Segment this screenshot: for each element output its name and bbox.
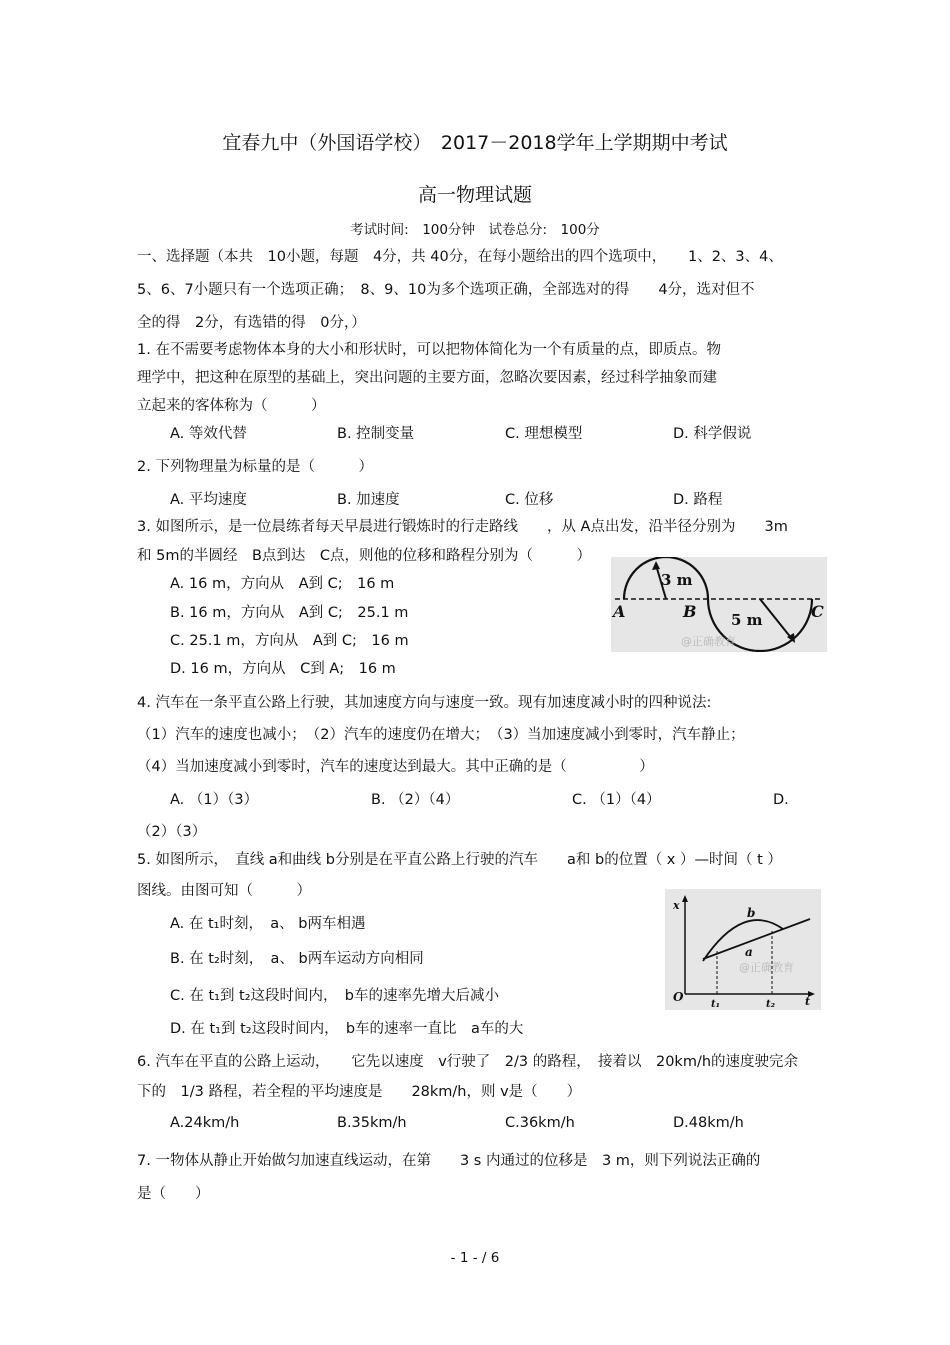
q3-option-d[interactable]: D. 16 m，方向从 C到 A; 16 m — [170, 661, 396, 677]
question-1-line: 理学中，把这种在原型的基础上，突出问题的主要方面，忽略次要因素，经过科学抽象而建 — [137, 370, 717, 386]
label-x: x — [673, 899, 680, 912]
arrowhead-small — [652, 561, 660, 570]
q1-option-d[interactable]: D. 科学假说 — [673, 426, 752, 442]
q4-option-a[interactable]: A. （1）（3） — [170, 792, 259, 808]
q4-option-b[interactable]: B. （2）（4） — [371, 792, 460, 808]
question-4-line: （4）当加速度减小到零时，汽车的速度达到最大。其中正确的是（ ） — [137, 759, 654, 775]
question-7-line: 是（ ） — [137, 1186, 210, 1202]
q5-option-a[interactable]: A. 在 t₁时刻， a、 b两车相遇 — [170, 916, 366, 932]
q5-option-d[interactable]: D. 在 t₁到 t₂这段时间内， b车的速率一直比 a车的大 — [170, 1021, 524, 1037]
q6-option-b[interactable]: B.35km/h — [337, 1115, 407, 1131]
q2-option-c[interactable]: C. 位移 — [505, 492, 554, 508]
q2-option-d[interactable]: D. 路程 — [673, 492, 723, 508]
q6-option-a[interactable]: A.24km/h — [170, 1115, 240, 1131]
q5-option-b[interactable]: B. 在 t₂时刻， a、 b两车运动方向相同 — [170, 951, 424, 967]
question-7-line: 7. 一物体从静止开始做匀加速直线运动，在第 3 s 内通过的位移是 3 m，则下列说法正确的 — [137, 1153, 761, 1169]
x-axis-arrow — [682, 895, 688, 902]
section-intro-line: 全的得 2分，有选错的得 0分，） — [137, 315, 366, 331]
page-number: - 1 - / 6 — [450, 1250, 500, 1266]
section-intro-line: 5、6、7小题只有一个选项正确； 8、9、10为多个选项正确，全部选对的得 4分，选对但不 — [137, 282, 755, 298]
label-point-c: C — [811, 602, 824, 621]
q4-option-c[interactable]: C. （1）（4） — [572, 792, 661, 808]
semicircle-path-figure — [611, 557, 827, 652]
question-3-line: 和 5m的半圆经 B点到达 C点，则他的位移和路程分别为（ ） — [137, 548, 592, 564]
q2-option-b[interactable]: B. 加速度 — [337, 492, 400, 508]
question-5-line: 5. 如图所示， 直线 a和曲线 b分别是在平直公路上行驶的汽车 a和 b的位置（ x ）—时间（ t ） — [137, 852, 782, 868]
exam-meta: 考试时间: 100分钟 试卷总分: 100分 — [350, 222, 600, 238]
line-a — [703, 919, 810, 959]
q1-option-c[interactable]: C. 理想模型 — [505, 426, 583, 442]
watermark: @正确教育 — [739, 961, 794, 974]
label-point-b: B — [683, 602, 697, 621]
label-a: a — [745, 945, 753, 959]
label-point-a: A — [613, 602, 626, 621]
q6-option-c[interactable]: C.36km/h — [505, 1115, 575, 1131]
q6-option-d[interactable]: D.48km/h — [673, 1115, 744, 1131]
label-t1: t₁ — [711, 999, 720, 1010]
q4-option-d-text: （2）（3） — [137, 824, 207, 840]
q5-option-c[interactable]: C. 在 t₁到 t₂这段时间内， b车的速率先增大后减小 — [170, 988, 500, 1004]
position-time-graph — [665, 889, 821, 1010]
question-6-line: 6. 汽车在平直的公路上运动， 它先以速度 v行驶了 2/3 的路程， 接着以 20km/h的速度驶完余 — [137, 1054, 799, 1070]
question-5-line: 图线。由图可知（ ） — [137, 883, 311, 899]
question-1-line: 1. 在不需要考虑物体本身的大小和形状时，可以把物体简化为一个有质量的点，即质点。物 — [137, 342, 721, 358]
question-4-line: （1）汽车的速度也减小； （2）汽车的速度仍在增大； （3）当加速度减小到零时，汽车静止； — [137, 727, 745, 743]
q4-option-d[interactable]: D. — [773, 792, 789, 808]
question-1-line: 立起来的客体称为（ ） — [137, 398, 326, 414]
exam-subtitle: 高一物理试题 — [417, 184, 532, 206]
question-3-line: 3. 如图所示，是一位晨练者每天早晨进行锻炼时的行走路线 ，从 A点出发，沿半径分别为 3m — [137, 519, 788, 535]
label-5m: 5 m — [731, 611, 763, 629]
q3-option-a[interactable]: A. 16 m，方向从 A到 C; 16 m — [170, 576, 395, 592]
label-3m: 3 m — [661, 571, 693, 589]
q3-option-c[interactable]: C. 25.1 m，方向从 A到 C; 16 m — [170, 633, 409, 649]
label-t: t — [805, 995, 811, 1008]
section-intro-line: 一、选择题（本共 10小题，每题 4分，共 40分，在每小题给出的四个选项中， 1、2、3、4、 — [137, 249, 783, 265]
label-b: b — [747, 906, 756, 920]
radius-arrow-large — [760, 599, 792, 639]
question-6-line: 下的 1/3 路程，若全程的平均速度是 28km/h，则 v是（ ） — [137, 1084, 582, 1100]
watermark: @正确教育 — [681, 635, 736, 648]
q2-option-a[interactable]: A. 平均速度 — [170, 492, 247, 508]
question-2-line: 2. 下列物理量为标量的是（ ） — [137, 459, 373, 475]
label-t2: t₂ — [766, 999, 775, 1010]
q1-option-b[interactable]: B. 控制变量 — [337, 426, 415, 442]
q3-option-b[interactable]: B. 16 m，方向从 A到 C; 25.1 m — [170, 605, 409, 621]
label-origin: O — [673, 990, 684, 1004]
question-4-line: 4. 汽车在一条平直公路上行驶，其加速度方向与速度一致。现有加速度减小时的四种说法: — [137, 695, 712, 711]
exam-title: 宜春九中（外国语学校） 2017－2018学年上学期期中考试 — [222, 132, 728, 154]
q1-option-a[interactable]: A. 等效代替 — [170, 426, 247, 442]
